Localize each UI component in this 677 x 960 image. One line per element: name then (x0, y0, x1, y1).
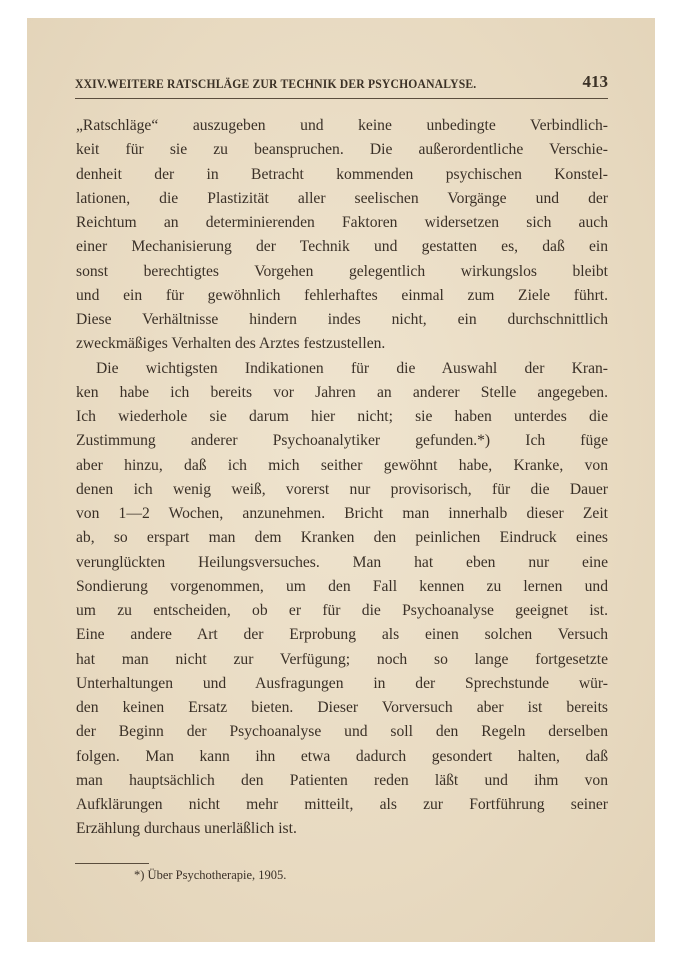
text-line: Die wichtigsten Indikationen für die Auswahl der Kran- (96, 359, 608, 377)
text-line: Eine andere Art der Erprobung als einen solchen Versuch (76, 626, 608, 644)
text-line: der Beginn der Psychoanalyse und soll den Regeln derselben (76, 723, 608, 741)
footnote-rule (75, 863, 149, 864)
text-line: ab, so erspart man dem Kranken den peinlichen Eindruck eines (76, 529, 608, 547)
book-page (27, 18, 655, 942)
text-line: Ich wiederhole sie darum hier nicht; sie haben unterdes die (76, 408, 608, 425)
text-line: um zu entscheiden, ob er für die Psychoanalyse geeignet ist. (76, 602, 608, 619)
text-line: Diese Verhältnisse hindern indes nicht, ein durchschnittlich (76, 311, 608, 328)
text-line: von 1—2 Wochen, anzunehmen. Bricht man innerhalb dieser Zeit (76, 505, 608, 522)
body-text (76, 114, 608, 842)
text-line: denheit der in Betracht kommenden psychischen Konstel- (76, 165, 608, 183)
text-line: verunglückten Heilungsversuches. Man hat eben nur eine (76, 553, 608, 571)
text-line: den keinen Ersatz bieten. Dieser Vorversuch aber ist bereits (76, 699, 608, 716)
text-line: „Ratschläge“ auszugeben und keine unbedingte Verbindlich- (76, 117, 608, 134)
chapter-title: XXIV.WEITERE RATSCHLÄGE ZUR TECHNIK DER PSYCHOANALYSE. (75, 77, 477, 91)
text-line: zweckmäßiges Verhalten des Arztes festzustellen. (76, 335, 386, 353)
running-header (75, 72, 608, 93)
text-line: lationen, die Plastizität aller seelischen Vorgänge und der (76, 189, 608, 207)
text-line: einer Mechanisierung der Technik und gestatten es, daß ein (76, 238, 608, 256)
text-line: folgen. Man kann ihn etwa dadurch gesondert halten, daß (76, 747, 608, 765)
text-line: denen ich wenig weiß, vorerst nur provisorisch, für die Dauer (76, 480, 608, 498)
text-line: und ein für gewöhnlich fehlerhaftes einmal zum Ziele führt. (76, 286, 608, 304)
header-rule (75, 98, 608, 99)
text-line: aber hinzu, daß ich mich seither gewöhnt habe, Kranke, von (76, 456, 608, 474)
text-line: Reichtum an determinierenden Faktoren widersetzen sich auch (76, 214, 608, 231)
page-number: 413 (582, 72, 608, 91)
text-line: Aufklärungen nicht mehr mitteilt, als zur Fortführung seiner (76, 796, 608, 813)
text-line: sonst berechtigtes Vorgehen gelegentlich wirkungslos bleibt (76, 262, 608, 280)
text-line: ken habe ich bereits vor Jahren an anderer Stelle angegeben. (76, 383, 608, 401)
text-line: Erzählung durchaus unerläßlich ist. (76, 820, 297, 838)
footnote: *) Über Psychotherapie, 1905. (134, 868, 287, 882)
text-line: keit für sie zu beanspruchen. Die außerordentliche Verschie- (76, 141, 608, 159)
text-line: hat man nicht zur Verfügung; noch so lange fortgesetzte (76, 650, 608, 668)
text-line: man hauptsächlich den Patienten reden läßt und ihm von (76, 771, 608, 789)
text-line: Sondierung vorgenommen, um den Fall kennen zu lernen und (76, 577, 608, 595)
text-line: Unterhaltungen und Ausfragungen in der Sprechstunde wür- (76, 674, 608, 692)
text-line: Zustimmung anderer Psychoanalytiker gefunden.*) Ich füge (76, 432, 608, 450)
